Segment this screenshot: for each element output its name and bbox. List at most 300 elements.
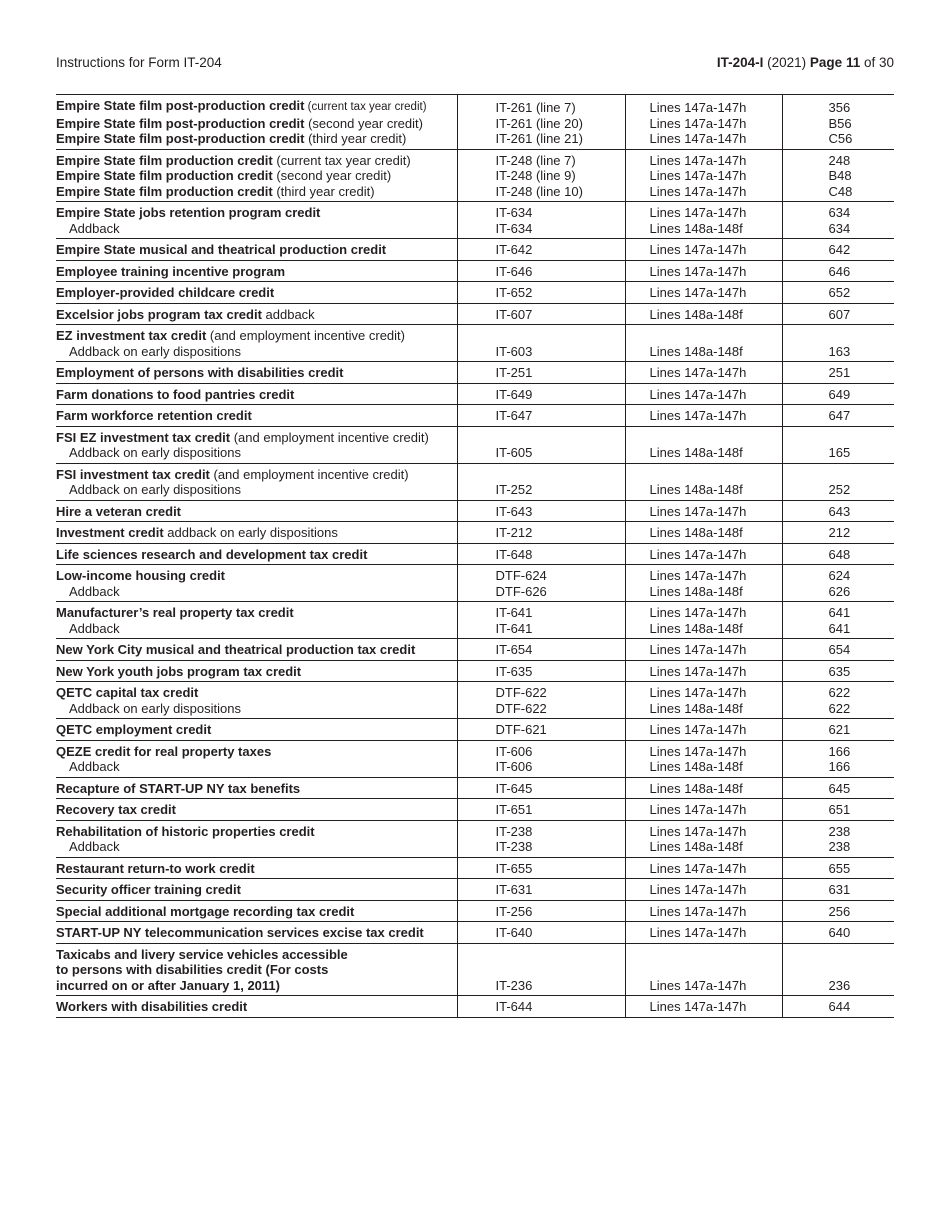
credit-code-cell [782,996,894,1018]
credit-text: to persons with disabilities credit (For costs [56,962,329,977]
credit-code: 645 [828,780,851,796]
line-reference-cell [625,565,782,602]
credit-description-line [56,621,453,637]
credit-text: (and employment incentive credit) [230,429,429,445]
credit-text: (second year credit) [304,115,423,131]
credit-text: Empire State jobs retention program credit [56,205,321,220]
table-row [56,943,894,996]
credit-code-cell [782,405,894,427]
line-reference: Lines 148a-148f [649,839,743,854]
credit-code-cell [782,777,894,799]
credit-code-cell [782,565,894,602]
credit-description-line [56,999,453,1015]
credit-code: 251 [828,365,851,380]
line-reference-cell [625,922,782,944]
form-number: DTF-622 [495,700,547,716]
credit-code-cell [782,682,894,719]
credit-description-cell [56,543,457,565]
credit-description-line [56,285,453,301]
table-row [56,922,894,944]
credit-text: Employment of persons with disabilities credit [56,365,344,380]
credit-description-cell [56,260,457,282]
credit-description-line [56,184,453,200]
credit-description-line [56,242,453,258]
form-number-cell [457,149,625,202]
form-number: IT-649 [495,386,533,402]
credit-description-line [56,584,453,600]
form-number: IT-646 [495,263,533,279]
credit-code-cell [782,820,894,857]
table-row [56,820,894,857]
line-reference: Lines 148a-148f [649,445,743,460]
credit-text: QEZE credit for real property taxes [56,743,272,759]
line-reference: Lines 147a-147h [649,882,747,897]
credit-code: 212 [828,525,851,540]
credit-code-cell [782,95,894,150]
credit-text: Addback on early dispositions [69,482,241,497]
credit-description-cell [56,799,457,821]
credit-text: Special additional mortgage recording tax credit [56,903,355,919]
credit-description-cell [56,149,457,202]
form-number: IT-642 [495,242,533,257]
credit-code: 648 [828,546,851,562]
credit-code: 641 [828,620,851,636]
form-year: (2021) [763,55,807,70]
credit-description-cell [56,900,457,922]
credit-code-cell [782,383,894,405]
line-reference-cell [625,996,782,1018]
credit-description-cell [56,857,457,879]
credit-description-line [56,904,453,920]
credit-text: Addback on early dispositions [69,343,241,359]
credit-description-line [56,328,453,344]
form-number: IT-635 [495,663,533,679]
table-row [56,996,894,1018]
line-reference: Lines 147a-147h [649,168,747,183]
form-number-cell [457,95,625,150]
form-number: IT-606 [495,743,533,759]
table-row [56,740,894,777]
table-row [56,682,894,719]
credit-code-cell [782,900,894,922]
line-reference: Lines 147a-147h [649,568,747,583]
line-reference: Lines 147a-147h [649,605,747,620]
credit-code: 654 [828,642,851,657]
line-reference-cell [625,202,782,239]
form-number-cell [457,879,625,901]
table-row [56,463,894,500]
credit-description-cell [56,719,457,741]
credit-text: Manufacturer’s real property tax credit [56,605,294,620]
form-number: IT-251 [495,365,533,380]
form-number: IT-238 [495,823,533,839]
credit-code-cell [782,799,894,821]
credit-code: 649 [828,386,851,402]
form-number-cell [457,282,625,304]
table-row [56,799,894,821]
line-reference-cell [625,857,782,879]
credit-description-cell [56,426,457,463]
line-reference-cell [625,943,782,996]
form-number-cell [457,362,625,384]
line-reference: Lines 147a-147h [649,903,747,919]
form-number-cell [457,325,625,362]
credit-description-line [56,861,453,877]
line-reference-cell [625,239,782,261]
table-row [56,282,894,304]
credit-text: New York City musical and theatrical production tax credit [56,642,416,657]
table-row [56,383,894,405]
form-number: IT-236 [495,977,533,993]
table-row [56,543,894,565]
credit-text: (current tax year credit) [304,101,427,113]
line-reference: Lines 147a-147h [649,802,747,817]
table-row [56,500,894,522]
line-reference: Lines 147a-147h [649,860,747,876]
credit-code: 248 [828,152,851,168]
form-number: IT-654 [495,642,533,657]
credit-code-cell [782,362,894,384]
form-number: IT-652 [495,285,533,300]
credit-description-line [56,685,453,701]
line-reference-cell [625,682,782,719]
credit-text: Taxicabs and livery service vehicles accessible [56,946,348,962]
table-row [56,325,894,362]
line-reference: Lines 148a-148f [649,343,743,359]
credit-description-cell [56,95,457,150]
credit-text: Workers with disabilities credit [56,999,248,1014]
credit-code-cell [782,740,894,777]
credit-code: 643 [828,503,851,519]
line-reference: Lines 147a-147h [649,977,747,993]
credit-code: 651 [828,802,851,817]
line-reference-cell [625,325,782,362]
line-reference-cell [625,602,782,639]
table-row [56,303,894,325]
credit-text: FSI EZ investment tax credit [56,429,231,445]
page-total: of 30 [860,55,894,70]
line-reference: Lines 148a-148f [649,620,743,636]
line-reference: Lines 147a-147h [649,152,747,168]
credit-description-line [56,116,453,132]
form-number-cell [457,463,625,500]
credit-text: (third year credit) [304,131,407,146]
table-row [56,202,894,239]
credit-description-line [56,701,453,717]
credit-description-cell [56,239,457,261]
line-reference-cell [625,426,782,463]
form-number-cell [457,682,625,719]
credit-text: addback on early dispositions [163,525,338,540]
form-number-cell [457,857,625,879]
credit-code-cell [782,943,894,996]
form-number-cell [457,820,625,857]
table-row [56,660,894,682]
credit-text: (current tax year credit) [272,152,411,168]
line-reference: Lines 147a-147h [649,205,747,220]
credit-description-cell [56,362,457,384]
credit-code: 607 [828,306,851,322]
credit-description-line [56,153,453,169]
line-reference-cell [625,500,782,522]
credit-code: 166 [828,759,851,774]
credit-code-cell [782,922,894,944]
credit-text: Empire State film production credit [56,183,273,199]
credit-text: Employee training incentive program [56,263,285,279]
credit-description-line [56,482,453,498]
credit-code-cell [782,325,894,362]
credit-text: (and employment incentive credit) [209,466,409,482]
line-reference-cell [625,383,782,405]
line-reference-cell [625,405,782,427]
line-reference: Lines 147a-147h [649,242,747,257]
credit-description-line [56,467,453,483]
line-reference: Lines 147a-147h [649,663,747,679]
line-reference: Lines 148a-148f [649,583,743,599]
form-number: IT-605 [495,445,533,460]
credit-text: Excelsior jobs program tax credit [56,306,262,322]
credit-code-cell [782,463,894,500]
credit-code: 238 [828,839,851,854]
line-reference: Lines 147a-147h [649,685,747,700]
credit-description-cell [56,500,457,522]
credit-code-cell [782,426,894,463]
credit-text: Farm donations to food pantries credit [56,386,295,402]
form-number: IT-606 [495,759,533,774]
credit-description-line [56,605,453,621]
credit-description-cell [56,820,457,857]
line-reference: Lines 147a-147h [649,999,747,1014]
line-reference-cell [625,740,782,777]
line-reference-cell [625,303,782,325]
credit-description-line [56,744,453,760]
credit-code: 641 [828,605,851,620]
credit-text: QETC employment credit [56,722,212,737]
credit-description-line [56,882,453,898]
credit-text: incurred on or after January 1, 2011) [56,977,280,993]
credit-description-line [56,962,453,978]
credit-code: 622 [828,700,851,716]
form-number: IT-248 (line 7) [495,152,576,168]
credit-code: 635 [828,663,851,679]
form-number: IT-607 [495,306,533,322]
credit-code: 236 [828,977,851,993]
table-row [56,149,894,202]
credit-description-line [56,802,453,818]
credit-text: (and employment incentive credit) [206,328,405,343]
form-number-cell [457,405,625,427]
form-number: IT-603 [495,343,533,359]
line-reference-cell [625,820,782,857]
table-row [56,565,894,602]
form-number: DTF-621 [495,722,547,737]
line-reference-cell [625,900,782,922]
form-number: IT-634 [495,205,533,220]
credit-text: New York youth jobs program tax credit [56,663,302,679]
form-number-cell [457,799,625,821]
credit-text: FSI investment tax credit [56,466,210,482]
credit-description-line [56,307,453,323]
credit-text: Addback [69,220,120,236]
credit-text: Investment credit [56,525,164,540]
credit-description-line [56,642,453,658]
credit-code: 252 [828,482,851,497]
credit-code: 621 [828,722,851,737]
credit-code: 622 [828,685,851,700]
form-number-cell [457,740,625,777]
credit-text: Farm workforce retention credit [56,408,252,423]
form-number: IT-644 [495,999,533,1014]
form-number-cell [457,565,625,602]
credit-code-cell [782,239,894,261]
credit-text: Employer-provided childcare credit [56,285,275,300]
credit-code: C48 [828,183,853,199]
form-number: IT-647 [495,408,533,423]
table-row [56,602,894,639]
credit-description-cell [56,282,457,304]
credit-code: B48 [828,168,852,183]
form-number-cell [457,660,625,682]
form-number: IT-248 (line 9) [495,168,576,183]
line-reference: Lines 148a-148f [649,700,743,716]
credit-text: Addback on early dispositions [69,445,241,460]
line-reference: Lines 148a-148f [649,220,743,236]
form-number: IT-212 [495,525,533,540]
line-reference: Lines 148a-148f [649,780,743,796]
credit-text: QETC capital tax credit [56,685,199,700]
form-number: IT-640 [495,925,533,940]
credit-text: Empire State film post-production credit [56,131,305,146]
form-number-cell [457,543,625,565]
form-id: IT-204-I [716,55,764,70]
credit-code: 655 [828,860,851,876]
line-reference: Lines 148a-148f [649,306,743,322]
line-reference: Lines 147a-147h [649,115,747,131]
credit-code-cell [782,303,894,325]
credit-description-cell [56,639,457,661]
credit-description-cell [56,463,457,500]
table-row [56,260,894,282]
credit-description-cell [56,996,457,1018]
credit-text: Recapture of START-UP NY tax benefits [56,780,301,796]
credit-description-line [56,221,453,237]
line-reference: Lines 147a-147h [649,408,747,423]
line-reference-cell [625,463,782,500]
form-number-cell [457,777,625,799]
table-row [56,900,894,922]
line-reference-cell [625,260,782,282]
credit-code: 624 [828,568,851,583]
credit-description-cell [56,565,457,602]
form-number: IT-634 [495,220,533,236]
line-reference-cell [625,282,782,304]
credit-text: Addback [69,839,120,854]
page-info [717,54,894,72]
credits-table [56,94,894,1018]
line-reference: Lines 147a-147h [649,386,747,402]
line-reference: Lines 147a-147h [649,823,747,839]
line-reference-cell [625,799,782,821]
credit-description-line [56,365,453,381]
page-number: Page 11 [809,55,861,70]
credit-code: 640 [828,925,851,940]
credit-code: 356 [828,100,851,115]
credit-description-cell [56,303,457,325]
form-number-cell [457,602,625,639]
table-row [56,522,894,544]
form-number-cell [457,500,625,522]
table-row [56,857,894,879]
line-reference: Lines 147a-147h [649,925,747,940]
line-reference: Lines 148a-148f [649,525,743,540]
line-reference-cell [625,879,782,901]
credit-code: C56 [828,131,853,146]
form-number: IT-256 [495,903,533,919]
credit-code: 647 [828,408,851,423]
form-number-cell [457,922,625,944]
credit-text: Recovery tax credit [56,802,176,817]
line-reference-cell [625,719,782,741]
credit-code-cell [782,602,894,639]
credit-text: Addback on early dispositions [69,700,241,716]
credit-text: Security officer training credit [56,882,241,897]
credit-description-line [56,978,453,994]
line-reference-cell [625,95,782,150]
credit-description-cell [56,777,457,799]
form-number: IT-641 [495,620,533,636]
credit-description-cell [56,740,457,777]
credit-code-cell [782,202,894,239]
credit-description-cell [56,922,457,944]
credit-code-cell [782,719,894,741]
credit-text: Restaurant return-to work credit [56,860,255,876]
credit-description-line [56,430,453,446]
credit-description-line [56,344,453,360]
line-reference-cell [625,149,782,202]
credit-description-line [56,525,453,541]
credit-text: START-UP NY telecommunication services excise tax credit [56,925,424,940]
credit-code: 238 [828,823,851,839]
credit-description-line [56,264,453,280]
credit-code: 646 [828,263,851,279]
credit-code-cell [782,282,894,304]
credit-code: 634 [828,220,851,236]
document-title: Instructions for Form IT-204 [56,55,222,70]
form-number: IT-261 (line 21) [495,131,583,146]
table-row [56,639,894,661]
credit-code-cell [782,522,894,544]
credit-code: 652 [828,285,851,300]
table-row [56,239,894,261]
credit-description-line [56,387,453,403]
credit-description-line [56,131,453,147]
form-number-cell [457,900,625,922]
credit-text: Rehabilitation of historic properties credit [56,823,315,839]
credit-text: Low-income housing credit [56,568,226,583]
form-number-cell [457,383,625,405]
line-reference: Lines 147a-147h [649,743,747,759]
line-reference: Lines 148a-148f [649,482,743,497]
line-reference: Lines 147a-147h [649,285,747,300]
form-number: IT-252 [495,482,533,497]
credit-description-line [56,947,453,963]
form-number: IT-238 [495,839,533,854]
line-reference: Lines 147a-147h [649,503,747,519]
form-number: IT-648 [495,546,533,562]
credit-description-line [56,547,453,563]
line-reference-cell [625,543,782,565]
credit-code-cell [782,500,894,522]
